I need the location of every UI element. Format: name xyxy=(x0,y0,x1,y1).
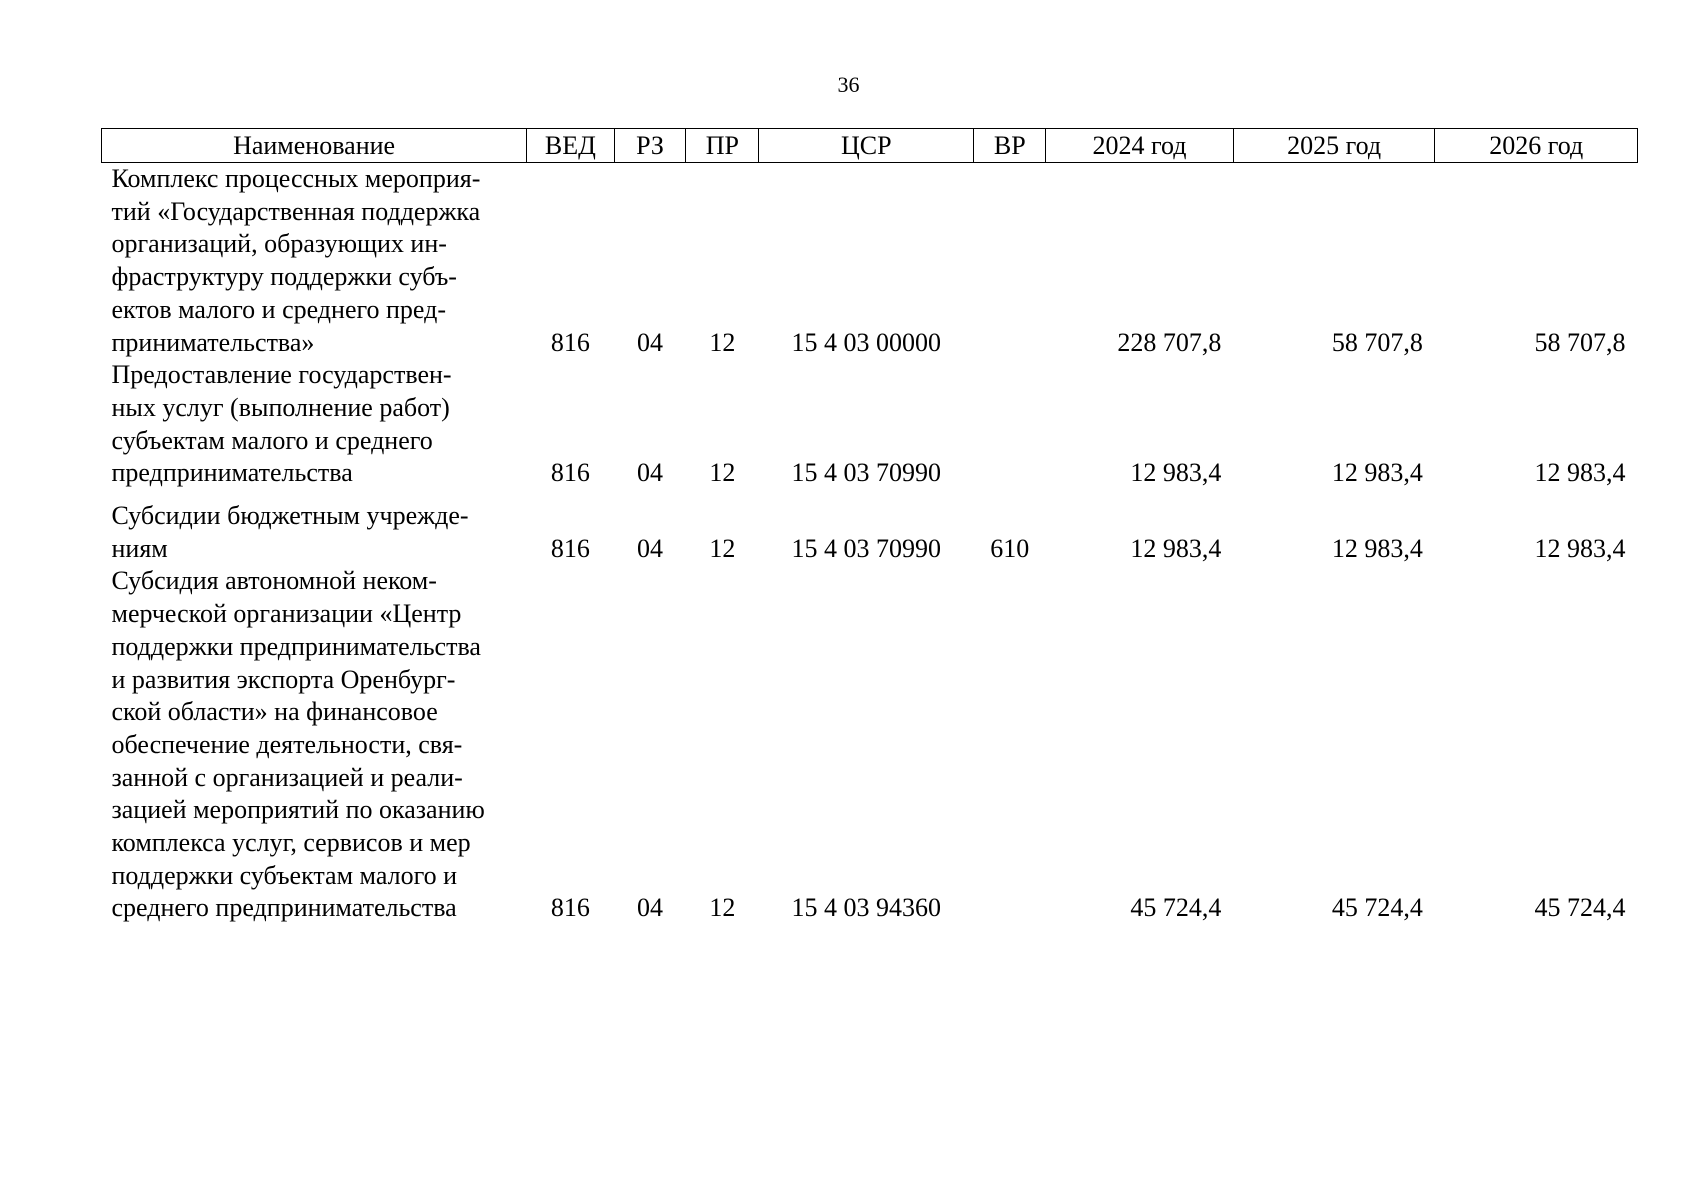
header-ved: ВЕД xyxy=(527,129,615,163)
spacer-cell xyxy=(102,490,1638,500)
header-vr: ВР xyxy=(974,129,1046,163)
name-line: поддержки субъектам малого и xyxy=(111,860,458,890)
table-row xyxy=(102,359,1638,490)
name-line: ской области» на финансовое xyxy=(111,697,438,727)
name-line: Субсидии бюджетным учрежде- xyxy=(111,501,469,531)
cell-2026: 58 707,8 xyxy=(1534,327,1626,357)
table-header xyxy=(102,129,1638,163)
header-row xyxy=(102,129,1638,163)
name-line: поддержки предпринимательства xyxy=(111,631,481,661)
cell-2026: 12 983,4 xyxy=(1534,458,1626,488)
name-line: комплекса услуг, сервисов и мер xyxy=(111,828,471,858)
cell-2024: 228 707,8 xyxy=(1117,327,1222,357)
budget-table xyxy=(101,128,1638,925)
cell-ved: 816 xyxy=(550,533,590,563)
name-line: Субсидия автономной неком- xyxy=(111,566,437,596)
cell-name xyxy=(102,163,527,360)
name-line: ных услуг (выполнение работ) xyxy=(111,392,450,422)
name-line: и развития экспорта Оренбург- xyxy=(111,664,456,694)
row-spacer xyxy=(102,490,1638,500)
header-2026: 2026 год xyxy=(1435,129,1638,163)
cell-name xyxy=(102,359,527,490)
cell-vr: 610 xyxy=(990,533,1030,563)
header-csr: ЦСР xyxy=(759,129,974,163)
cell-ved: 816 xyxy=(550,327,590,357)
cell-rz: 04 xyxy=(637,533,664,563)
name-line: фраструктуру поддержки субъ- xyxy=(111,262,457,292)
cell-ved: 816 xyxy=(550,893,590,923)
header-2025: 2025 год xyxy=(1233,129,1434,163)
table-row xyxy=(102,163,1638,360)
cell-2025: 58 707,8 xyxy=(1331,327,1423,357)
name-line: Комплекс процессных мероприя- xyxy=(111,164,481,193)
cell-rz: 04 xyxy=(637,893,664,923)
cell-rz: 04 xyxy=(637,458,664,488)
name-line: мерческой организации «Центр xyxy=(111,599,462,629)
name-line: ниям xyxy=(111,533,168,563)
header-2024: 2024 год xyxy=(1046,129,1234,163)
cell-csr: 15 4 03 70990 xyxy=(791,458,942,488)
cell-name xyxy=(102,500,527,565)
table-body xyxy=(102,163,1638,926)
name-line: тий «Государственная поддержка xyxy=(111,196,481,226)
cell-csr: 15 4 03 00000 xyxy=(791,327,942,357)
cell-2025: 12 983,4 xyxy=(1331,533,1423,563)
cell-2026: 12 983,4 xyxy=(1534,533,1626,563)
name-line: организаций, образующих ин- xyxy=(111,229,447,259)
name-line: предпринимательства xyxy=(111,458,353,488)
name-line: среднего предпринимательства xyxy=(111,893,457,923)
cell-vr xyxy=(974,359,1046,490)
cell-2024: 45 724,4 xyxy=(1130,893,1222,923)
cell-pr: 12 xyxy=(709,533,736,563)
header-rz: РЗ xyxy=(614,129,686,163)
name-line: ектов малого и среднего пред- xyxy=(111,294,447,324)
cell-pr: 12 xyxy=(709,458,736,488)
cell-pr: 12 xyxy=(709,893,736,923)
cell-2024: 12 983,4 xyxy=(1130,533,1222,563)
cell-vr xyxy=(974,565,1046,925)
name-line: субъектам малого и среднего xyxy=(111,425,433,455)
cell-csr: 15 4 03 94360 xyxy=(791,893,942,923)
cell-name xyxy=(102,565,527,925)
cell-2024: 12 983,4 xyxy=(1130,458,1222,488)
name-line: занной с организацией и реали- xyxy=(111,762,463,792)
name-line: зацией мероприятий по оказанию xyxy=(111,795,485,825)
cell-2025: 12 983,4 xyxy=(1331,458,1423,488)
name-line: принимательства» xyxy=(111,327,315,357)
header-pr: ПР xyxy=(686,129,759,163)
cell-csr: 15 4 03 70990 xyxy=(791,533,942,563)
header-name: Наименование xyxy=(102,129,527,163)
page-number: 36 xyxy=(837,72,860,97)
cell-ved: 816 xyxy=(550,458,590,488)
cell-pr: 12 xyxy=(709,327,736,357)
table-row xyxy=(102,500,1638,565)
name-line: Предоставление государствен- xyxy=(111,360,452,390)
cell-rz: 04 xyxy=(637,327,664,357)
name-line: обеспечение деятельности, свя- xyxy=(111,729,463,759)
table-row xyxy=(102,565,1638,925)
cell-2025: 45 724,4 xyxy=(1331,893,1423,923)
cell-2026: 45 724,4 xyxy=(1534,893,1626,923)
cell-vr xyxy=(974,163,1046,360)
